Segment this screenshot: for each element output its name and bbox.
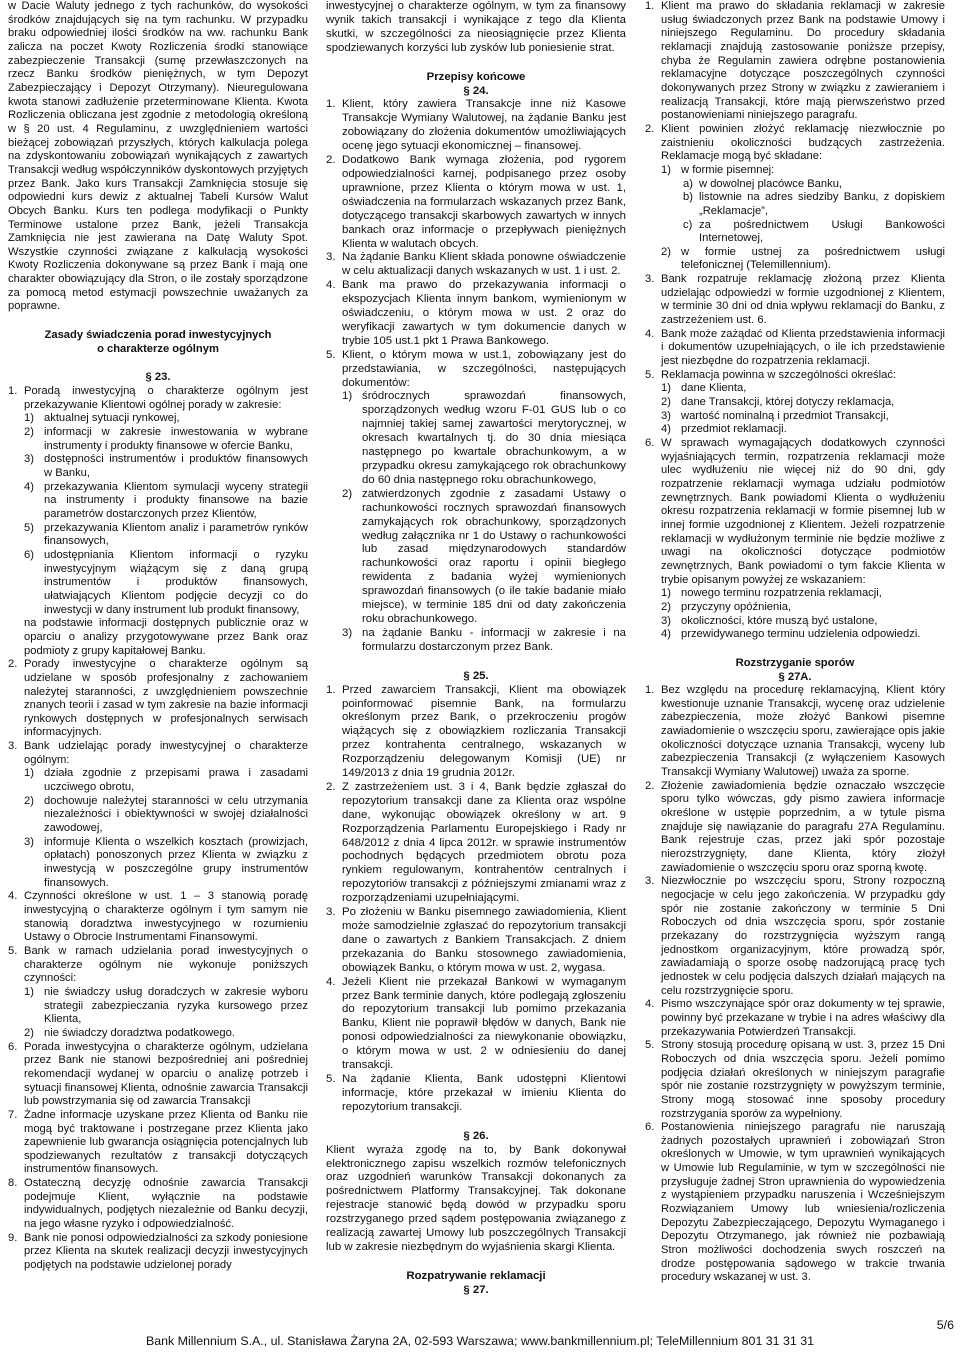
item-number: 3) bbox=[24, 453, 34, 466]
list-item bbox=[8, 1109, 308, 1177]
item-number: 3) bbox=[342, 626, 353, 639]
item-number: 2) bbox=[661, 245, 671, 258]
item-text: dane Transakcji, której dotyczy reklamacja, bbox=[681, 396, 895, 409]
numbered-list bbox=[645, 684, 945, 1285]
item-text: informacji w zakresie inwestowania w wybrane instrumenty i produkty finansowe w ofercie Banku, bbox=[44, 426, 308, 452]
list-item bbox=[645, 1039, 945, 1121]
list-item bbox=[326, 349, 626, 655]
item-number: 6. bbox=[645, 437, 655, 449]
list-item bbox=[24, 522, 308, 549]
item-text: nie świadczy doradztwa podatkowego. bbox=[44, 1026, 235, 1039]
list-item bbox=[645, 684, 945, 780]
numbered-list bbox=[645, 0, 945, 642]
list-item bbox=[342, 488, 626, 627]
list-item bbox=[661, 628, 945, 642]
item-continuation: na podstawie informacji dostępnych publicznie oraz w oparciu o analizy przygotowywane przez Bank oraz podmioty z grupy kapitałowej Banku. bbox=[24, 617, 308, 657]
item-text: nie świadczy usług doradczych w zakresie wyboru strategii zabezpieczania ryzyka kursowego przez Klienta, bbox=[44, 985, 308, 1026]
item-number: c) bbox=[683, 218, 693, 231]
list-item bbox=[326, 279, 626, 349]
item-text: dane Klienta, bbox=[681, 382, 747, 395]
intro-paragraph: w Dacie Waluty jednego z tych rachunków, do wysokości środków znajdujących się na tym rachunku. W przypadku braku odpowiedniej ilości środków na ww. rachunku Bank zalicza na poczet Kwoty Rozliczenia środki stanowiące zabezpieczenie Transakcji (sumę przewłaszczonych na rzecz Banku środków pieniężnych, w tym Depozyt Zabezpieczający i Depozyt Otrzymany). Nieuregulowana kwota stanowi zadłużenie przeterminowane Klienta. Kwota Rozliczenia obliczana jest zgodnie z metodologią określoną w § 20 ust. 4 Regulaminu, z uwzględnieniem wartości bieżącej zobowiązań przyszłych, których kalkulacja polega na zdyskontowaniu zobowiązań wynikających z zawartych Transakcji według współczynników dyskontowych przyjętych przez Bank. Jako kurs Transakcji Zamknięcia stosuje się odpowiedni kurs dewiz z aktualnej Tabeli Kursów Walut Obcych Banku. Kurs ten podlega modyfikacji o Punkty Terminowe ustalone przez Bank, jeżeli Transakcja Zamknięcia nie jest zawierana na Datę Waluty Spot. Wszystkie czynności związane z kalkulacją wysokości Kwoty Rozliczenia dokonywane są przez Bank i mają one charakter obowiązujący dla Stron, o ile zostały sporządzone za pomocą metod estymacji powszechnie uważanych za poprawne. bbox=[8, 0, 308, 313]
item-number: 2) bbox=[661, 600, 671, 613]
list-item bbox=[326, 976, 626, 1073]
item-text: udostępniania Klientom informacji o ryzyku inwestycyjnym wiążącym się z daną grupą instrumentów i produktów finansowych, ułatwiających Klientom podjęcie decyzji co do inwestycji w dany instrument lub produkt finansowy, bbox=[44, 548, 308, 616]
list-item bbox=[24, 453, 308, 480]
list-item bbox=[24, 481, 308, 522]
item-number: 1) bbox=[661, 587, 671, 600]
item-text: listownie na adres siedziby Banku, z dopiskiem „Reklamacje”, bbox=[699, 191, 945, 217]
item-text: Klient powinien złożyć reklamację niezwłocznie po zaistnieniu okoliczności budzących zastrzeżenia. Reklamacje mogą być składane: bbox=[661, 122, 945, 163]
page-number: 5/6 bbox=[936, 1318, 954, 1332]
list-item bbox=[645, 780, 945, 876]
item-number: 2) bbox=[24, 426, 34, 439]
item-text: Porada inwestycyjna o charakterze ogólnym, udzielana przez Bank nie stanowi bezpośredniej ani pośredniej rekomendacji wydanej w oparciu o analizę potrzeb i sytuacji finansowej Klienta, odnośnie zawarcia Transakcji lub powstrzymania się od zawarcia Transakcji bbox=[24, 1040, 308, 1108]
page-footer: Bank Millennium S.A., ul. Stanisława Żaryna 2A, 02-593 Warszawa; www.bankmillennium.pl; TeleMillennium 801 31 31 31 bbox=[145, 1334, 815, 1348]
item-number: 4) bbox=[661, 628, 671, 641]
list-item bbox=[8, 658, 308, 740]
item-number: 2. bbox=[326, 154, 336, 167]
item-text: Klient ma prawo do składania reklamacji w zakresie usług świadczonych przez Bank na podstawie Umowy i niniejszego Regulaminu. Do procedury składania reklamacji znajdują zastosowanie poniższe przepisy, chyba że Regulamin zawiera odrębne postanowienia reklamacyjne dotyczące poszczególnych czynności dokonywanych przez Strony w związku z zawieraniem i realizacją Transakcji, które mają pierwszeństwo przed postanowieniami niniejszego paragrafu. bbox=[661, 0, 945, 122]
item-number: 6. bbox=[8, 1040, 18, 1053]
item-number: 5. bbox=[326, 1072, 336, 1085]
item-text: za pośrednictwem Usługi Bankowości Internetowej, bbox=[699, 218, 945, 245]
item-number: 1) bbox=[24, 985, 34, 998]
list-item bbox=[24, 795, 308, 836]
sub-sub-list bbox=[681, 178, 945, 246]
item-number: 3. bbox=[8, 740, 18, 753]
list-item bbox=[681, 178, 945, 192]
sub-list bbox=[661, 382, 945, 437]
item-number: 3. bbox=[645, 273, 655, 286]
list-item bbox=[661, 615, 945, 629]
intro-paragraph: inwestycyjnej o charakterze ogólnym, w tym za finansowy wynik takich transakcji i wynikające z tego dla Klienta skutki, w szczególności za nieosiągnięcie przez Klienta spodziewanych korzyści lub zysków lub poniesienie strat. bbox=[326, 0, 626, 54]
numbered-list bbox=[326, 98, 626, 654]
item-number: 9. bbox=[8, 1231, 18, 1244]
item-text: Z zastrzeżeniem ust. 3 i 4, Bank będzie zgłaszał do repozytorium transakcji dane za Klienta oraz wspólne dane, wykonując obowiązek określony w art. 9 Rozporządzenia Parlamentu Europejskiego i Rady nr 648/2012 z dnia 4 lipca 2012r. w sprawie instrumentów pochodnych będących przedmiotem obrotu poza rynkiem regulowanym, kontrahentów centralnych i repozytoriów transakcji z późniejszymi zmianami wraz z rozporządzeniami uzupełniającymi. bbox=[342, 780, 626, 905]
item-number: 5. bbox=[326, 348, 336, 361]
item-text: przyczyny opóźnienia, bbox=[681, 600, 792, 613]
item-text: aktualnej sytuacji rynkowej, bbox=[44, 412, 180, 425]
list-item bbox=[8, 890, 308, 945]
item-number: 5. bbox=[645, 368, 655, 381]
item-number: 4) bbox=[24, 480, 34, 493]
item-number: 3) bbox=[24, 835, 34, 848]
list-item bbox=[342, 390, 626, 487]
list-item bbox=[24, 426, 308, 453]
list-item bbox=[24, 986, 308, 1027]
item-text: zatwierdzonych zgodnie z zasadami Ustawy o rachunkowości rocznych sprawozdań finansowych zamykających rok obrachunkowy, sporządzonych według załącznika nr 1 do Ustawy o rachunkowości lub zasad międzynarodowych standardów rachunkowości oraz raportu i opinii biegłego rewidenta z badania wyżej wymienionych sprawozdań finansowych (o ile takie badanie miało miejsce), w terminie 185 dni od daty zakończenia roku obrachunkowego. bbox=[362, 487, 626, 625]
list-item bbox=[8, 1041, 308, 1109]
numbered-list bbox=[326, 684, 626, 1115]
item-number: 3) bbox=[661, 614, 671, 627]
item-number: 3) bbox=[661, 409, 671, 422]
paragraph-number: § 24. bbox=[463, 84, 489, 97]
item-text: Niezwłocznie po wszczęciu sporu, Strony rozpoczną negocjacje w celu jego zakończenia. W przypadku gdy spór nie zostanie zakończony w terminie 5 Dni Roboczych od dnia wszczęcia sporu, spór zostanie przekazany do rozstrzygnięcia wyższym rangą jednostkom organizacyjnym, które prowadzą spór, zawiadamiają o sporze osobę nadzorującą pracę tych jednostek w celu podjęcia dalszych działań mających na celu rozstrzygnięcie sporu. bbox=[661, 875, 945, 997]
item-text: Porady inwestycyjne o charakterze ogólnym są udzielane w sposób profesjonalny z zachowaniem należytej staranności, z uwzględnieniem powszechnie znanych teorii i zasad w tym zakresie na bazie informacji rynkowych dostępnych w profesjonalnych serwisach informacyjnych. bbox=[24, 658, 308, 739]
item-number: 5) bbox=[24, 521, 34, 534]
item-number: 1) bbox=[24, 412, 34, 425]
item-text: w dowolnej placówce Banku, bbox=[699, 177, 843, 190]
item-text: Poradą inwestycyjną o charakterze ogólnym jest przekazywanie Klientowi ogólnej porady w zakresie: bbox=[24, 385, 308, 411]
list-item bbox=[8, 385, 308, 658]
list-item bbox=[661, 423, 945, 437]
item-number: a) bbox=[683, 177, 693, 190]
list-item bbox=[681, 191, 945, 218]
paragraph-number: § 23. bbox=[145, 371, 171, 384]
section-heading: Zasady świadczenia porad inwestycyjnych bbox=[44, 329, 272, 342]
item-text: Bez względu na procedurę reklamacyjną, Klient który kwestionuje uznanie Transakcji, wycenę oraz udzielenie zabezpieczenia, może złożyć Bankowi pisemne zawiadomienie o wszczęciu sporu, zawierające opis jakie okoliczności dotyczące uznania Transakcji, wyceny lub zabezpieczenia Transakcji (z wyłączeniem Kasowych Transakcji Wymiany Walutowej) uważa za sporne. bbox=[661, 684, 945, 779]
item-number: 7. bbox=[8, 1108, 18, 1121]
item-text: śródrocznych sprawozdań finansowych, sporządzonych według wzoru F-01 GUS lub o co najmniej takiej samej zawartości merytorycznej, w okresach kwartalnych tj. do 30 dnia miesiąca następnego po kwartale obrachunkowym, a w przypadku okresu zamykającego rok obrachunkowy do 60 dnia następnego roku obrachunkowego, bbox=[362, 390, 626, 486]
item-text: okoliczności, które muszą być ustalone, bbox=[681, 614, 878, 627]
section-heading: Przepisy końcowe bbox=[426, 70, 526, 83]
item-text: Bank ma prawo do przekazywania informacji o ekspozycjach Klienta innym bankom, wymienionym w oświadczeniu, o którym mowa w ust. 2 oraz do weryfikacji zawartych w tym dokumencie danych w trybie 105 ust.1 pkt 1 Prawa Bankowego. bbox=[342, 279, 626, 347]
list-item bbox=[342, 627, 626, 655]
list-item bbox=[8, 1232, 308, 1273]
item-number: 1. bbox=[326, 683, 336, 696]
sub-list bbox=[661, 164, 945, 273]
item-text: w formie pisemnej: bbox=[681, 163, 775, 176]
item-number: 5. bbox=[8, 944, 18, 957]
item-number: 3. bbox=[326, 906, 336, 919]
list-item bbox=[645, 0, 945, 123]
list-item bbox=[8, 1177, 308, 1232]
paragraph-number: § 25. bbox=[463, 669, 489, 682]
item-number: 2) bbox=[24, 794, 34, 807]
item-text: Klient, który zawiera Transakcje inne niż Kasowe Transakcje Wymiany Walutowej, na żądanie Banku jest zobowiązany do złożenia dokumentów umożliwiających ocenę jego sytuacji ekonomicznej – finansowej. bbox=[342, 98, 626, 153]
item-text: wartość nominalną i przedmiot Transakcji, bbox=[681, 409, 889, 422]
item-text: Jeżeli Klient nie przekazał Bankowi w wymaganym przez Bank terminie danych, które podlegają zgłoszeniu do repozytorium transakcji lub pomimo przekazania Banku, Klient nie poprawił błędów w danych, Bank nie ponosi odpowiedzialności za niewykonanie obowiązku, o którym mowa w ust. 2 w odniesieniu do danej transakcji. bbox=[342, 975, 626, 1072]
list-item bbox=[661, 410, 945, 424]
item-text: W sprawach wymagających dodatkowych czynności wyjaśniających termin, rozpatrzenia reklamacji może ulec wydłużeniu nie więcej niż do 90 dni, gdy rozpatrzenie reklamacji wymaga udziału podmiotów zewnętrznych. Bank powiadomi Klienta o wydłużeniu okresu rozpatrzenia reklamacji w formie pisemnej lub w innej formie uzgodnionej z Klientem. Jeżeli rozpatrzenie reklamacji w wydłużonym terminie nie będzie możliwe z uwagi na okoliczności dotyczące podmiotów zewnętrznych, Bank powiadomi o tym fakcie Klienta w trybie opisanym powyżej ze wskazaniem: bbox=[661, 437, 945, 586]
item-number: 2. bbox=[645, 779, 655, 792]
section-heading-line2: o charakterze ogólnym bbox=[97, 342, 219, 355]
list-item bbox=[645, 123, 945, 273]
paragraph-number: § 26. bbox=[463, 1129, 489, 1142]
item-text: Czynności określone w ust. 1 – 3 stanowią poradę inwestycyjną o charakterze ogólnym i tym samym nie stanowią doradztwa inwestycyjnego w rozumieniu Ustawy o Obrocie Instrumentami Finansowymi. bbox=[24, 890, 308, 944]
item-text: Strony stosują procedurę opisaną w ust. 3, przez 15 Dni Roboczych od dnia wszczęcia sporu. Jeżeli pomimo podjęcia działań określonych w niniejszym paragrafie spór nie zostanie rozstrzygnięty w powyższym terminie, Strony mogą stosować inne sposoby procedury rozstrzygania sporów za wypełniony. bbox=[661, 1039, 945, 1120]
item-text: nowego terminu rozpatrzenia reklamacji, bbox=[681, 587, 882, 600]
item-number: 1) bbox=[661, 382, 671, 395]
item-number: 1. bbox=[645, 0, 655, 12]
item-text: dostępności instrumentów i produktów finansowych w Banku, bbox=[44, 453, 308, 479]
list-item bbox=[681, 219, 945, 246]
item-number: 5. bbox=[645, 1039, 655, 1052]
list-item bbox=[661, 587, 945, 601]
item-text: Ostateczną decyzję odnośnie zawarcia Transakcji podejmuje Klient, wyłącznie na podstawie indywidualnych, podjętych niezależnie od Banku decyzji, na jego własne ryzyko i odpowiedzialność. bbox=[24, 1177, 308, 1231]
list-item bbox=[661, 164, 945, 246]
list-item bbox=[326, 684, 626, 781]
item-text: Na żądanie Banku Klient składa ponowne oświadczenie w celu aktualizacji danych wskazanych w ust. 1 i ust. 2. bbox=[342, 251, 626, 278]
item-text: Pismo wszczynające spór oraz dokumenty w tej sprawie, powinny być przekazane w trybie i na adres właściwy dla przekazywania Potwierdzeń Transakcji. bbox=[661, 998, 945, 1038]
list-item bbox=[326, 98, 626, 154]
list-item bbox=[661, 396, 945, 410]
item-number: 4. bbox=[326, 279, 336, 292]
list-item bbox=[645, 437, 945, 642]
item-text: Dodatkowo Bank wymaga złożenia, pod rygorem odpowiedzialności karnej, podpisanego przez osoby uprawnione, przez Klienta o którym mowa w ust. 1, oświadczenia na formularzach wskazanych przez Bank, dotyczącego transakcji skarbowych zawartych w innych bankach oraz informacje o przepływach pieniężnych Klienta w walutach obcych. bbox=[342, 154, 626, 250]
list-item bbox=[326, 251, 626, 279]
item-text: Postanowienia niniejszego paragrafu nie naruszają żadnych pozostałych uprawnień i zobowiązań Stron określonych w Umowie, w tym uprawnień wynikających w Umowie lub Regulaminie, w tym w szczególności nie przysługuje żadnej Stron uprawnienia do wypowiedzenia z wystąpieniem przypadku naruszenia i Wcześniejszym Rozwiązaniem Umowy lub wniesienia/rozliczenia Depozytu Zabezpieczającego, Depozytu Wymaganego i Depozytu Otrzymanego, jak również nie pozbawiają Stron możliwości dochodzenia swych roszczeń na drodze postępowania sądowego w trakcie trwania procedury wskazanej w ust. 3. bbox=[661, 1121, 945, 1284]
item-text: Przed zawarciem Transakcji, Klient ma obowiązek poinformować pisemnie Bank, na formularzu określonym przez Bank, o przekroczeniu progów wiążących się z obowiązkiem rozliczania Transakcji przez kontrahenta centralnego, wskazanych w Rozporządzeniu delegowanym Komisji (UE) nr 149/2013 z dnia 19 grudnia 2012r. bbox=[342, 683, 626, 780]
list-item bbox=[645, 273, 945, 328]
list-item bbox=[326, 1073, 626, 1115]
item-text: informuje Klienta o wszelkich kosztach (prowizjach, opłatach) ponoszonych przez Klienta w związku z inwestycją w poszczególne grupy instrumentów finansowych. bbox=[44, 835, 308, 889]
item-text: Klient, o którym mowa w ust.1, zobowiązany jest do przedstawiania, w szczególności, następujących dokumentów: bbox=[342, 348, 626, 389]
item-number: 8. bbox=[8, 1177, 18, 1190]
item-text: Reklamacja powinna w szczególności określać: bbox=[661, 368, 897, 381]
list-item bbox=[645, 328, 945, 369]
item-text: Bank rozpatruje reklamację złożoną przez Klienta udzielając odpowiedzi w formie uzgodnionej z Klientem, w terminie 30 dni od dnia wpływu reklamacji do Banku, z zastrzeżeniem ust. 6. bbox=[661, 273, 945, 327]
section-heading: Rozpatrywanie reklamacji bbox=[406, 1269, 546, 1282]
list-item bbox=[24, 1027, 308, 1041]
item-text: Bank udzielając porady inwestycyjnej o charakterze ogólnym: bbox=[24, 740, 308, 766]
list-item bbox=[24, 412, 308, 426]
column-left bbox=[8, 0, 308, 1273]
list-item bbox=[326, 154, 626, 251]
sub-list bbox=[661, 587, 945, 642]
list-item bbox=[24, 836, 308, 891]
item-text: Bank w ramach udzielania porad inwestycyjnych o charakterze ogólnym nie wykonuje poniższych czynności: bbox=[24, 944, 308, 985]
item-number: b) bbox=[683, 191, 693, 204]
item-number: 1) bbox=[661, 163, 671, 176]
item-text: na żądanie Banku - informacji w zakresie i na formularzu dostarczonym przez Bank. bbox=[362, 626, 626, 653]
list-item bbox=[24, 767, 308, 794]
item-number: 3. bbox=[326, 251, 336, 264]
paragraph-26-text: Klient wyraża zgodę na to, by Bank dokonywał elektronicznego zapisu wszelkich rozmów telefonicznych oraz uzgodnień warunków Transakcji dokonanych za pośrednictwem Platformy Transakcyjnej. Tak dokonane rejestracje stanowić będą dowód w przypadku sporu rozstrzyganego przed sądem postępowania związanego z realizacją zawartej Umowy lub poszczególnych Transakcji lub w zakresie niezbędnym do wyjaśnienia skargi Klienta. bbox=[326, 1143, 626, 1253]
list-item bbox=[645, 1121, 945, 1285]
paragraph-number: § 27A. bbox=[778, 670, 812, 683]
item-text: dochowuje należytej staranności w celu utrzymania niezależności i obiektywności w swojej działalności zawodowej, bbox=[44, 794, 308, 835]
list-item bbox=[326, 781, 626, 906]
item-number: 2) bbox=[342, 487, 353, 500]
numbered-list bbox=[8, 385, 308, 1273]
item-number: 2. bbox=[326, 780, 336, 793]
item-text: przedmiot reklamacji. bbox=[681, 423, 787, 436]
item-number: 6) bbox=[24, 548, 34, 561]
item-number: 4) bbox=[661, 423, 671, 436]
sub-list bbox=[342, 390, 626, 654]
item-number: 2. bbox=[8, 658, 18, 671]
sub-list bbox=[24, 767, 308, 890]
item-text: Bank może zażądać od Klienta przedstawienia informacji i dokumentów uzupełniających, o ile ich przedstawienie jest niezbędne do rozpatrzenia reklamacji. bbox=[661, 327, 945, 368]
item-text: Na żądanie Klienta, Bank udostępni Klientowi informacje, które przekazał w imieniu Klienta do repozytorium transakcji. bbox=[342, 1072, 626, 1113]
item-number: 4. bbox=[326, 975, 336, 988]
item-number: 1. bbox=[645, 684, 655, 697]
item-number: 2) bbox=[24, 1026, 34, 1039]
item-text: Złożenie zawiadomienia będzie oznaczało wszczęcie sporu tylko wówczas, gdy pismo zawiera informacje określone w ustępie poprzednim, a w tytule pisma znajduje się nawiązanie do paragrafu 27A Regulaminu. Bank rejestruje czas, przez jaki spór pozostaje nierozstrzygnięty, dane Klienta, który złożył zawiadomienie o wszczęciu sporu oraz sporną kwotę. bbox=[661, 779, 945, 874]
column-middle bbox=[326, 0, 626, 1298]
list-item bbox=[645, 369, 945, 437]
item-number: 3. bbox=[645, 875, 655, 888]
sub-list bbox=[24, 986, 308, 1041]
item-number: 4. bbox=[8, 890, 18, 903]
item-text: Żadne informacje uzyskane przez Klienta od Banku nie mogą być traktowane i postrzegane przez Klienta jako zapewnienie lub gwarancja osiągnięcia potencjalnych lub spodziewanych rezultatów z transakcji dotyczących instrumentów finansowych. bbox=[24, 1108, 308, 1176]
item-number: 1. bbox=[8, 385, 18, 398]
item-text: Bank nie ponosi odpowiedzialności za szkody poniesione przez Klienta na skutek realizacji decyzji inwestycyjnych podjętych na podstawie udzielonej porady bbox=[24, 1231, 308, 1272]
sub-list bbox=[24, 412, 308, 617]
item-number: 4. bbox=[645, 327, 655, 340]
item-text: przekazywania Klientom symulacji wyceny strategii na instrumenty i produkty finansowe na bazie parametrów dostarczonych przez Klientów, bbox=[44, 480, 308, 520]
item-number: 1) bbox=[24, 767, 34, 780]
item-number: 4. bbox=[645, 998, 655, 1011]
item-text: Po złożeniu w Banku pisemnego zawiadomienia, Klient może samodzielnie zgłaszać do repozytorium transakcji dane o zawartych z Bankiem Transakcjach. Z dniem przekazania do Banku stosownego zawiadomienia, obowiązek Banku, o którym mowa w ust. 2, wygasa. bbox=[342, 906, 626, 974]
list-item bbox=[8, 740, 308, 890]
paragraph-number: § 27. bbox=[463, 1283, 489, 1296]
list-item bbox=[645, 998, 945, 1039]
item-text: przekazywania Klientom analiz i parametrów rynków finansowych, bbox=[44, 521, 308, 548]
list-item bbox=[661, 601, 945, 615]
section-heading: Rozstrzyganie sporów bbox=[735, 656, 855, 669]
list-item bbox=[645, 875, 945, 998]
item-text: przewidywanego terminu udzielenia odpowiedzi. bbox=[681, 628, 921, 641]
list-item bbox=[661, 246, 945, 273]
item-number: 2) bbox=[661, 396, 671, 409]
item-number: 2. bbox=[645, 122, 655, 135]
list-item bbox=[661, 382, 945, 396]
list-item bbox=[24, 549, 308, 617]
column-right bbox=[645, 0, 945, 1285]
item-text: w formie ustnej za pośrednictwem usługi telefonicznej (Telemillennium). bbox=[681, 245, 945, 272]
item-number: 1. bbox=[326, 98, 336, 111]
list-item bbox=[326, 906, 626, 976]
item-number: 1) bbox=[342, 390, 353, 403]
item-text: działa zgodnie z przepisami prawa i zasadami uczciwego obrotu, bbox=[44, 767, 308, 794]
item-number: 6. bbox=[645, 1121, 655, 1134]
list-item bbox=[8, 945, 308, 1041]
